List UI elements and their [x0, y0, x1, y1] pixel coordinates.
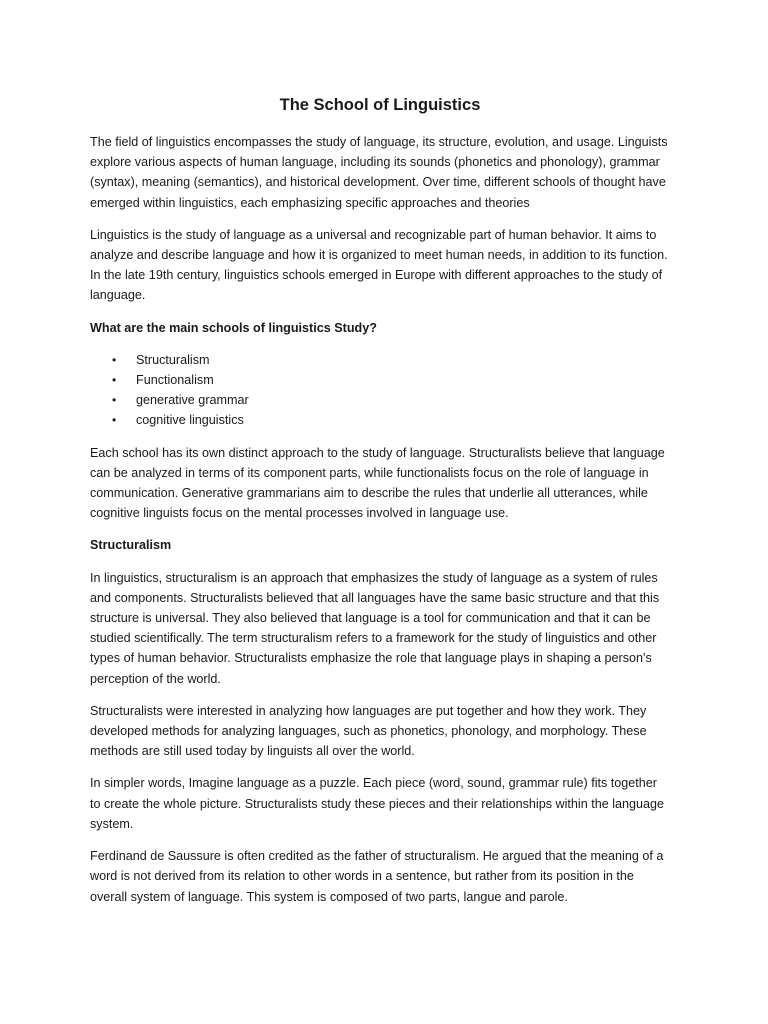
list-item-label: Functionalism	[136, 373, 214, 388]
list-item	[90, 410, 670, 430]
structuralism-heading: Structuralism	[90, 538, 172, 553]
list-item-label: cognitive linguistics	[136, 413, 244, 428]
list-item	[90, 370, 670, 390]
bullet-icon: •	[112, 352, 117, 367]
definition-paragraph: Linguistics is the study of language as a universal and recognizable part of human behavior. It aims to analyze and describe language and how it is organized to meet human needs, in addition to its function. In the late 19th century, linguistics schools emerged in Europe with different approaches to the study of language.	[90, 227, 668, 303]
list-item	[90, 350, 670, 370]
list-item-label: Structuralism	[136, 352, 210, 367]
document-title: The School of Linguistics	[279, 96, 481, 114]
bullet-icon: •	[112, 393, 117, 408]
bullet-icon: •	[112, 373, 117, 388]
document-page	[90, 92, 670, 919]
schools-question-heading: What are the main schools of linguistics Study?	[90, 320, 377, 335]
saussure-paragraph: Ferdinand de Saussure is often credited as the father of structuralism. He argued that the meaning of a word is not derived from its relation to other words in a sentence, but rather from its position in the overall system of language. This system is composed of two parts, langue and parole.	[90, 849, 664, 904]
list-item	[90, 390, 670, 410]
schools-approach-paragraph: Each school has its own distinct approach to the study of language. Structuralists believe that language can be analyzed in terms of its component parts, while functionalists focus on the role of language in communication. Generative grammarians aim to describe the rules that underlie all utterances, while cognitive linguists focus on the mental processes involved in language use.	[90, 445, 665, 521]
structuralism-paragraph: In linguistics, structuralism is an approach that emphasizes the study of language as a system of rules and components. Structuralists believed that all languages have the same basic structure and that this structure is universal. They also believed that language is a tool for communication and that it can be studied scientifically. The term structuralism refers to a framework for the study of linguistics and other types of human behavior. Structuralists emphasize the role that language plays in shaping a person's perception of the world.	[90, 570, 660, 686]
intro-paragraph: The field of linguistics encompasses the study of language, its structure, evolution, and usage. Linguists explore various aspects of human language, including its sounds (phonetics and phonology), grammar (syntax), meaning (semantics), and historical development. Over time, different schools of thought have emerged within linguistics, each emphasizing specific approaches and theories	[90, 135, 668, 210]
puzzle-analogy-paragraph: In simpler words, Imagine language as a puzzle. Each piece (word, sound, grammar rule) fits together to create the whole picture. Structuralists study these pieces and their relationships within the language system.	[90, 776, 665, 831]
schools-list	[90, 350, 670, 431]
structuralists-methods-paragraph: Structuralists were interested in analyzing how languages are put together and how they work. They developed methods for analyzing languages, such as phonetics, phonology, and morphology. These methods are still used today by linguists all over the world.	[90, 703, 647, 759]
list-item-label: generative grammar	[136, 393, 249, 408]
bullet-icon: •	[112, 413, 117, 428]
